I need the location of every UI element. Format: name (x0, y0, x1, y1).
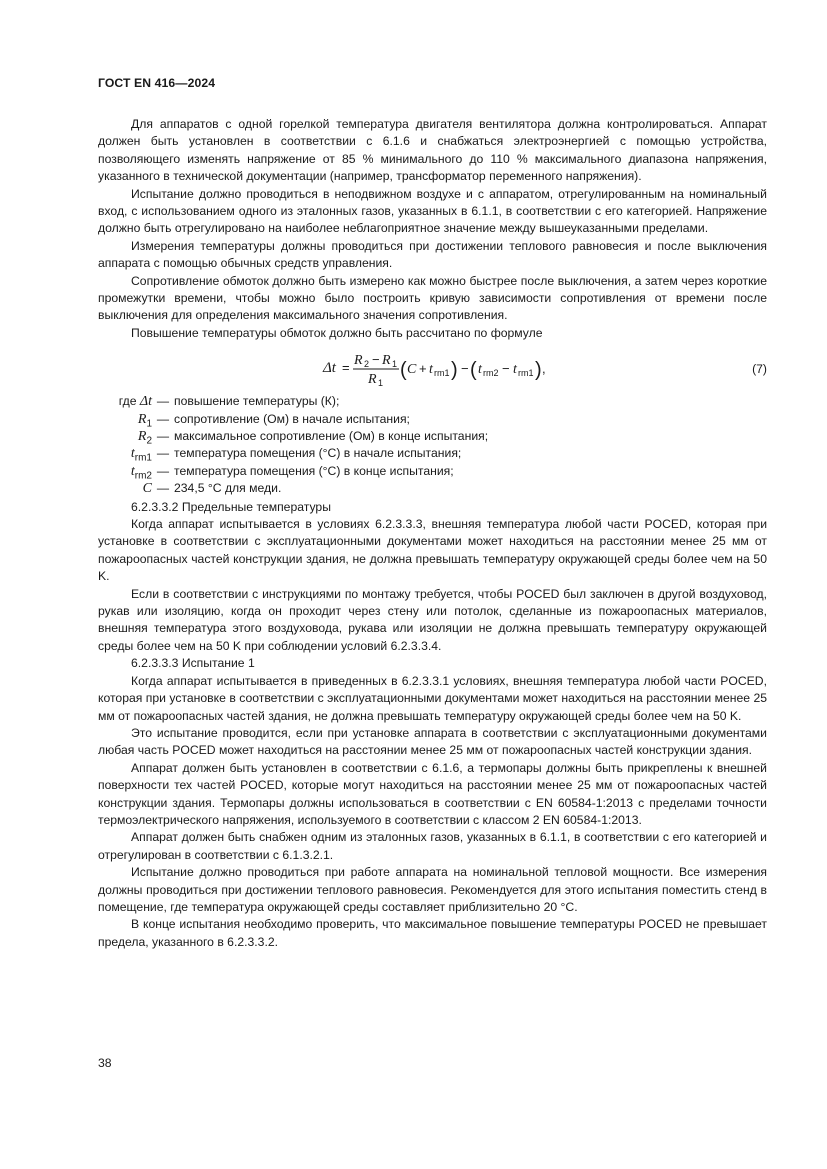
legend-intro: где (118, 394, 137, 409)
formula-legend (98, 393, 767, 497)
paragraph: Это испытание проводится, если при установке аппарата в соответствии с эксплуатационными документами любая часть POCED может находиться на расстоянии менее 25 мм от пожароопасных частей конструкции здания. (98, 725, 767, 758)
legend-row (98, 463, 767, 480)
legend-row (98, 445, 767, 462)
svg-text:+: + (419, 361, 427, 377)
legend-dash: — (156, 394, 170, 409)
paragraph: Аппарат должен быть снабжен одним из эталонных газов, указанных в 6.1.1, в соответствии с его категорией и отрегулирован в соответствии с 6.1.3.2.1. (98, 830, 767, 862)
section-heading: 6.2.3.3.3 Испытание 1 (131, 656, 255, 671)
document-header: ГОСТ EN 416—2024 (98, 76, 216, 90)
svg-text:): ) (535, 359, 542, 382)
svg-text:(: ( (400, 359, 407, 382)
paragraph: Измерения температуры должны проводиться при достижении теплового равновесия и после выключения аппарата с помощью обычных средств управления. (98, 238, 767, 271)
svg-text:Δt: Δt (323, 360, 336, 377)
svg-text:R: R (354, 353, 363, 369)
legend-dash: — (156, 463, 170, 478)
legend-row (98, 480, 767, 497)
page-number: 38 (98, 1056, 112, 1070)
legend-symbol: $t_{rm1}$ (130, 446, 152, 464)
svg-text:R: R (368, 372, 377, 388)
section-heading: 6.2.3.3.2 Предельные температуры (131, 499, 331, 514)
svg-text:t: t (429, 362, 433, 378)
legend-dash: — (156, 481, 170, 496)
svg-text:rm1: rm1 (518, 368, 534, 379)
paragraph: Когда аппарат испытывается в условиях 6.2.3.3.3, внешняя температура любой части POCED, которая при установке в соответствии с эксплуатационными документами может находиться на расстоянии менее 25 мм от пожароопасных частей конструкции здания, не должна превышать температуру окружающей среды более чем на 50 K. (98, 517, 767, 584)
legend-symbol: где Δt (118, 394, 152, 410)
legend-symbol: $R_1$ (137, 411, 152, 430)
formula-image (98, 343, 767, 391)
svg-text:,: , (542, 361, 546, 377)
legend-symbol: C (142, 481, 152, 497)
paragraph: В конце испытания необходимо проверить, что максимальное повышение температуры POCED не превышает предела, указанного в 6.2.3.3.2. (98, 917, 767, 949)
svg-text:t: t (513, 362, 517, 378)
legend-description: 234,5 °С для меди. (174, 481, 282, 496)
legend-description: сопротивление (Ом) в начале испытания; (174, 411, 410, 426)
svg-text:−: − (372, 352, 380, 368)
legend-row (98, 428, 767, 445)
legend-row (98, 411, 767, 428)
svg-text:−: − (502, 361, 510, 377)
legend-symbol: $t_{rm2}$ (130, 463, 152, 482)
paragraph: Испытание должно проводиться при работе аппарата на номинальной тепловой мощности. Все измерения должны проводиться при достижении теплового равновесия. Рекомендуется для этого испытания поместить стенд в помещение, где температура окружающей среды составляет приблизительно 20 °С. (98, 865, 767, 914)
paragraph: Аппарат должен быть установлен в соответствии с 6.1.6, а термопары должны быть прикреплены к внешней поверхности тех частей POCED, которые могут находиться на расстоянии менее 25 мм от пожароопасных частей конструкции здания. Термопары должны использоваться в соответствии с EN 60584-1:2013 с пределами точности термоэлектрического напряжения, используемого в соответствии с классом 2 EN 60584-1:2013. (98, 760, 767, 827)
svg-text:): ) (451, 359, 458, 382)
legend-description: температура помещения (°С) в начале испытания; (174, 446, 462, 461)
paragraph: Когда аппарат испытывается в приведенных в 6.2.3.3.1 условиях, внешняя температура любой части POCED, которая при установке в соответствии с эксплуатационными документами может находиться на расстоянии менее 25 мм от пожароопасных частей здания, не должна превышать температуру окружающей среды более чем на 50 K. (98, 673, 767, 723)
legend-symbol: $R_2$ (137, 429, 152, 447)
svg-text:=: = (342, 360, 350, 376)
legend-dash: — (156, 446, 170, 461)
svg-text:(: ( (470, 359, 477, 382)
legend-description: максимальное сопротивление (Ом) в конце испытания; (174, 429, 489, 444)
svg-text:t: t (478, 362, 482, 378)
formula-7 (98, 343, 767, 391)
paragraph: Если в соответствии с инструкциями по монтажу требуется, чтобы POCED был заключен в другой воздуховод, рукав или изоляцию, когда он проходит через стену или потолок, сделанные из пожароопасных материалов, внешняя температура этого воздуховода, рукава или изоляции не должна превышать температуру окружающей среды более чем на 50 K при соблюдении условий 6.2.3.3.4. (98, 586, 767, 653)
paragraph: Повышение температуры обмоток должно быть рассчитано по формуле (131, 325, 543, 340)
document-body (98, 116, 767, 951)
svg-text:−: − (461, 361, 469, 377)
svg-text:rm2: rm2 (483, 368, 499, 379)
paragraph: Испытание должно проводиться в неподвижном воздухе и с аппаратом, отрегулированным на номинальный вход, с использованием одного из эталонных газов, указанных в 6.1.1, в соответствии с его категорией. Напряжение должно быть отрегулировано на наиболее неблагоприятное значение между вышеуказанными пределами. (98, 186, 767, 236)
svg-text:1: 1 (392, 359, 398, 370)
svg-text:C: C (407, 362, 417, 378)
svg-text:rm1: rm1 (434, 368, 450, 379)
legend-description: повышение температуры (К); (174, 394, 340, 409)
legend-dash: — (156, 411, 170, 426)
svg-text:2: 2 (364, 359, 370, 370)
paragraph: Для аппаратов с одной горелкой температура двигателя вентилятора должна контролироваться. Аппарат должен быть установлен в соответствии с 6.1.6 и снабжаться электроэнергией с помощью устройства, позволяющего изменять напряжение от 85 % минимального до 110 % максимального диапазона напряжения, указанного в технической документации (например, трансформатор переменного напряжения). (98, 117, 767, 184)
formula-number: (7) (752, 362, 767, 377)
legend-description: температура помещения (°С) в конце испытания; (174, 463, 454, 478)
legend-row (98, 393, 767, 410)
svg-text:1: 1 (378, 378, 384, 389)
svg-text:R: R (382, 353, 391, 369)
paragraph: Сопротивление обмоток должно быть измерено как можно быстрее после выключения, а затем через короткие промежутки времени, чтобы можно было построить кривую зависимости сопротивления от времени после выключения для определения максимального значения сопротивления. (98, 273, 767, 323)
legend-dash: — (156, 429, 170, 444)
